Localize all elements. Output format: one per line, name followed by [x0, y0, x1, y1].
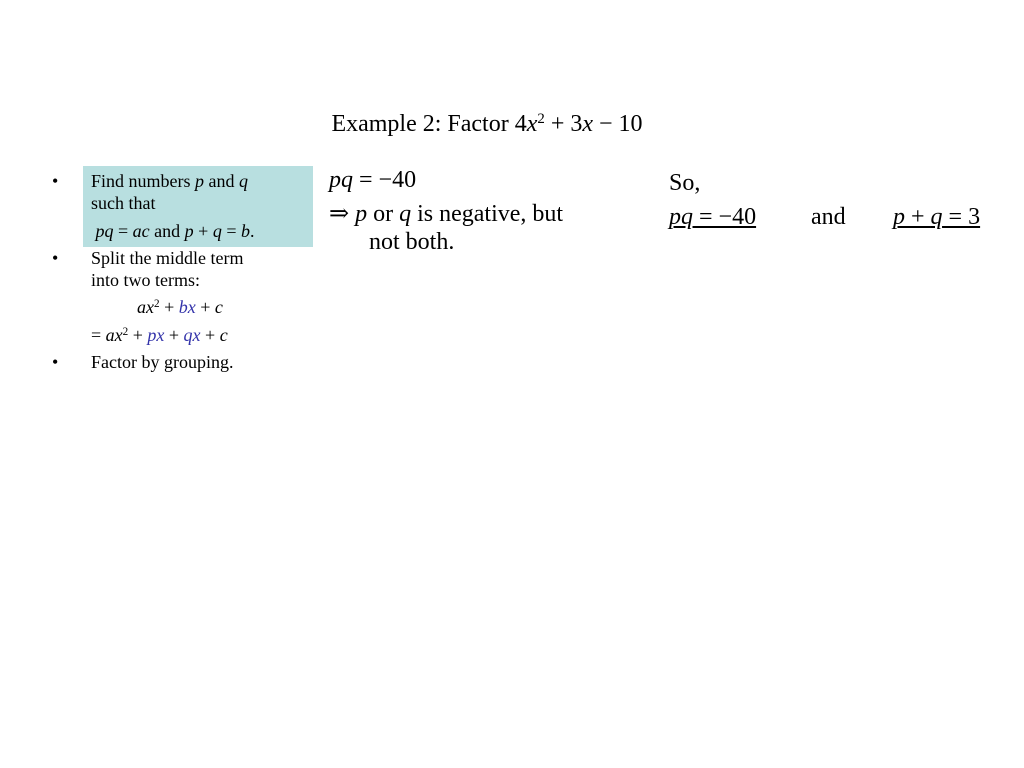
- conclusion-product: pq = −40: [669, 204, 757, 230]
- step2-text-cont: into two terms:: [91, 270, 200, 290]
- step3-text: Factor by grouping.: [91, 352, 234, 372]
- step2-text: Split the middle term: [91, 248, 244, 268]
- step1-condition: pq = ac and p + q = b.: [95, 221, 255, 241]
- slide-title: Example 2: Factor $4x^2 + 3x - 10$: [331, 110, 643, 137]
- sign-reasoning-cont: not both.: [369, 229, 455, 255]
- bullet-step3: •: [52, 352, 59, 372]
- pq-product: pq = −40: [329, 167, 417, 193]
- formula-original: $ax^2$ + bx + c: [137, 297, 223, 317]
- conclusion-sum: p + q = 3: [893, 204, 981, 230]
- sign-reasoning: ⇒ p or q is negative, but: [329, 201, 564, 227]
- so-label: So,: [669, 170, 701, 196]
- conclusion-and: and: [811, 204, 846, 230]
- bullet-step2: •: [52, 248, 59, 268]
- bullet-step1: •: [52, 171, 59, 191]
- step1-text: Find numbers p and q: [91, 171, 249, 191]
- formula-split: = $ax^2$ + px + qx + c: [91, 325, 228, 345]
- step1-text-cont: such that: [91, 193, 156, 213]
